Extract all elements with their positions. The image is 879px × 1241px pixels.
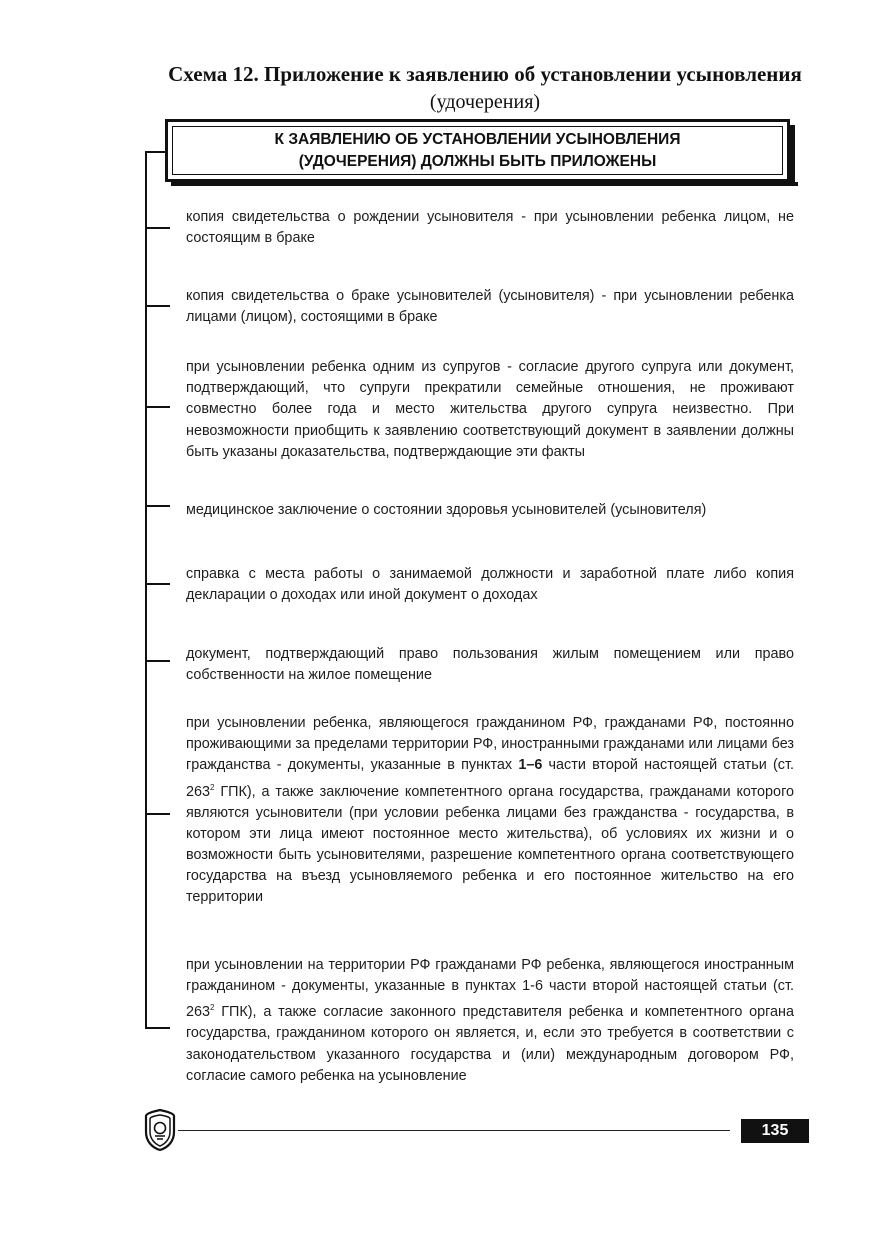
item-7-bold-range: 1–6 <box>518 757 543 774</box>
item-8-text-end: ГПК), а также согласие законного представителя ребенка и компетентного органа государства, гражданином которого он является, и, если это требуется в соответствии с законодательством указанного государства и (или) международным договором РФ, согласие самого ребенка на усыновление <box>186 1004 794 1084</box>
header-box-shadow <box>171 182 798 186</box>
scheme-item-6: документ, подтверждающий право пользования жилым помещением или право собственности на жилое помещение <box>186 646 794 684</box>
item-3-connector <box>145 406 170 408</box>
scheme-item-8 <box>186 955 794 1087</box>
shield-emblem-icon <box>143 1108 177 1152</box>
scheme-item-4: медицинское заключение о состоянии здоровья усыновителей (усыновителя) <box>186 502 707 518</box>
item-7-text-end: ГПК), а также заключение компетентного органа государства, гражданами которого являются усыновители (при условии ребенка лицами без гражданства - государства, в котором эти лица имеют постоянное место жительства), об условиях их жизни и о возможности быть усыновителями, разрешение компетентного органа соответствующего государства на въезд усыновляемого ребенка и его постоянное жительство на его территории <box>186 783 794 906</box>
scheme-item-7 <box>186 713 794 909</box>
title-line-2: (удочерения) <box>429 91 541 113</box>
header-line-2: (УДОЧЕРЕНИЯ) ДОЛЖНЫ БЫТЬ ПРИЛОЖЕНЫ <box>298 152 657 170</box>
item-6-connector <box>145 660 170 662</box>
header-line-1: К ЗАЯВЛЕНИЮ ОБ УСТАНОВЛЕНИИ УСЫНОВЛЕНИЯ <box>274 130 681 148</box>
item-1-connector <box>145 227 170 229</box>
scheme-item-5: справка с места работы о занимаемой должности и заработной плате либо копия декларации о доходах или иной документ о доходах <box>186 566 794 604</box>
footer-rule <box>178 1130 730 1131</box>
item-7-text-start: при усыновлении ребенка, являющегося гражданином РФ, гражданами РФ, постоянно проживающими за пределами территории РФ, иностранными гражданами или лицами без гражданства - документы, указанные в пунктах <box>186 715 794 774</box>
page-title <box>100 60 870 116</box>
scheme-connector-line <box>145 151 147 1028</box>
item-8-superscript: 2 <box>210 1003 215 1013</box>
item-7-text-middle: части второй настоящей статьи (ст. 263 <box>186 757 794 800</box>
scheme-item-3: при усыновлении ребенка одним из супругов - согласие другого супруга или документ, подтверждающий, что супруги прекратили семейные отношения, не проживают совместно более года и место жительства другого супруга неизвестно. При невозможности приобщить к заявлению соответствующий документ в заявлении должны быть указаны доказательства, подтверждающие эти факты <box>186 359 794 460</box>
header-connector <box>145 151 167 153</box>
item-7-connector <box>145 813 170 815</box>
item-7-superscript: 2 <box>210 782 215 792</box>
page-number: 135 <box>741 1119 809 1143</box>
scheme-item-1: копия свидетельства о рождении усыновителя - при усыновлении ребенка лицом, не состоящим в браке <box>186 209 794 247</box>
title-line-1: Схема 12. Приложение к заявлению об установлении усыновления <box>168 62 802 86</box>
scheme-item-2: копия свидетельства о браке усыновителей (усыновителя) - при усыновлении ребенка лицами (лицом), состоящими в браке <box>186 288 794 326</box>
item-4-connector <box>145 505 170 507</box>
item-8-text-start: при усыновлении на территории РФ гражданами РФ ребенка, являющегося иностранным гражданином - документы, указанные в пунктах 1-6 части второй настоящей статьи (ст. 263 <box>186 957 794 1021</box>
scheme-header-box <box>165 119 790 182</box>
header-box-shadow-right <box>790 125 795 186</box>
item-8-connector <box>145 1027 170 1029</box>
item-5-connector <box>145 583 170 585</box>
item-2-connector <box>145 305 170 307</box>
